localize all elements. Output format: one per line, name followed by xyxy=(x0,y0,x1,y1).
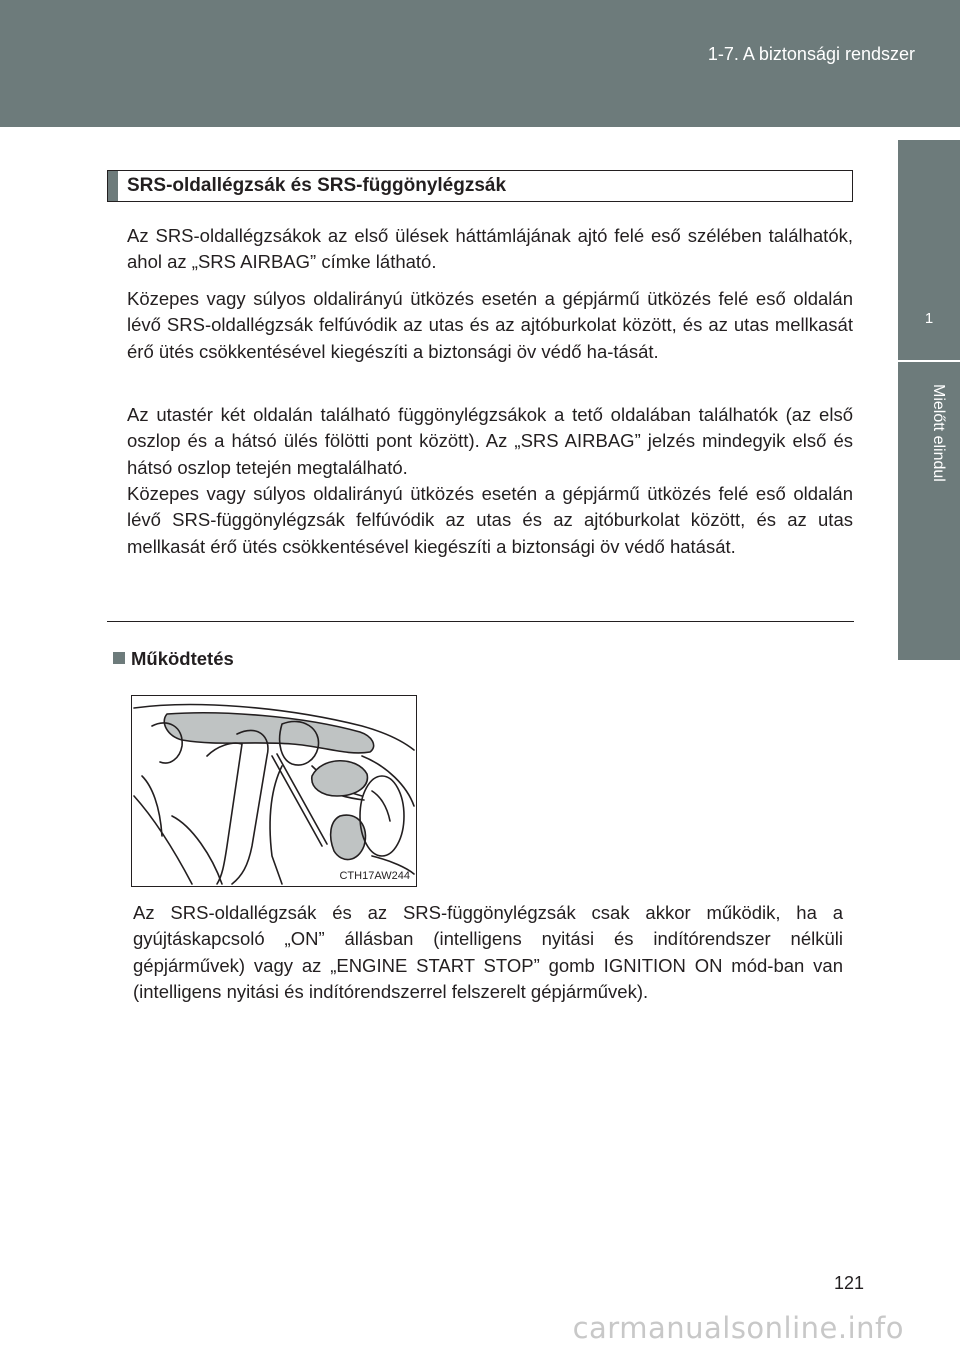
operation-heading-text: Működtetés xyxy=(131,648,234,669)
operation-text: Az SRS-oldallégzsák és az SRS-függönylégzsák csak akkor működik, ha a gyújtáskapcsoló „ON” állásban (intelligens nyitási és indítórendszer nélküli gépjárművek) vagy az „ENGINE START STOP” gomb IGNITION ON mód-ban van (intelligens nyitási és indítórendszerrel felszerelt gépjárművek). xyxy=(133,902,843,1003)
page-number: 121 xyxy=(833,1273,864,1293)
chapter-side-strip xyxy=(898,362,960,660)
section-title: SRS-oldallégzsák és SRS-függönylégzsák xyxy=(127,175,507,196)
paragraph-3: Az utastér két oldalán található függönylégzsákok a tető oldalában találhatók (az első oszlop és a hátsó ülés fölötti pont között). Az „SRS AIRBAG” jelzés mindegyik első és hátsó oszlop tetején megtalálható. xyxy=(127,404,853,478)
figure-code: CTH17AW244 xyxy=(339,870,410,882)
watermark: carmanualsonline.info xyxy=(572,1311,904,1345)
bullet-square-icon xyxy=(113,652,125,664)
airbag-illustration xyxy=(131,695,417,887)
chapter-side-label: Mielőtt elindul xyxy=(930,384,947,482)
paragraph-4: Közepes vagy súlyos oldalirányú ütközés esetén a gépjármű ütközés felé eső oldalán lévő SRS-függönylégzsák felfúvódik az utas és az ajtóburkolat között, és az utas mellkasát érő ütés csökkentésével kiegészíti a biztonsági öv védő hatását. xyxy=(127,483,853,557)
header-bar xyxy=(0,0,960,127)
airbag-drawing xyxy=(132,696,416,886)
paragraph-2: Közepes vagy súlyos oldalirányú ütközés esetén a gépjármű ütközés felé eső oldalán lévő SRS-oldallégzsák felfúvódik az utas és az ajtóburkolat között, és az utas mellkasát érő ütés csökkentésével kiegészíti a biztonsági öv védő ha-tását. xyxy=(127,288,853,362)
paragraph-1: Az SRS-oldallégzsákok az első ülések háttámlájának ajtó felé eső szélében találhatók, ahol az „SRS AIRBAG” címke látható. xyxy=(127,225,853,273)
operation-heading xyxy=(113,648,234,670)
chapter-tab xyxy=(898,140,960,360)
section-divider xyxy=(107,621,854,622)
section-title-box xyxy=(107,170,853,202)
section-marker xyxy=(108,171,118,201)
chapter-number: 1 xyxy=(924,310,934,327)
chapter-title: 1-7. A biztonsági rendszer xyxy=(707,44,915,64)
